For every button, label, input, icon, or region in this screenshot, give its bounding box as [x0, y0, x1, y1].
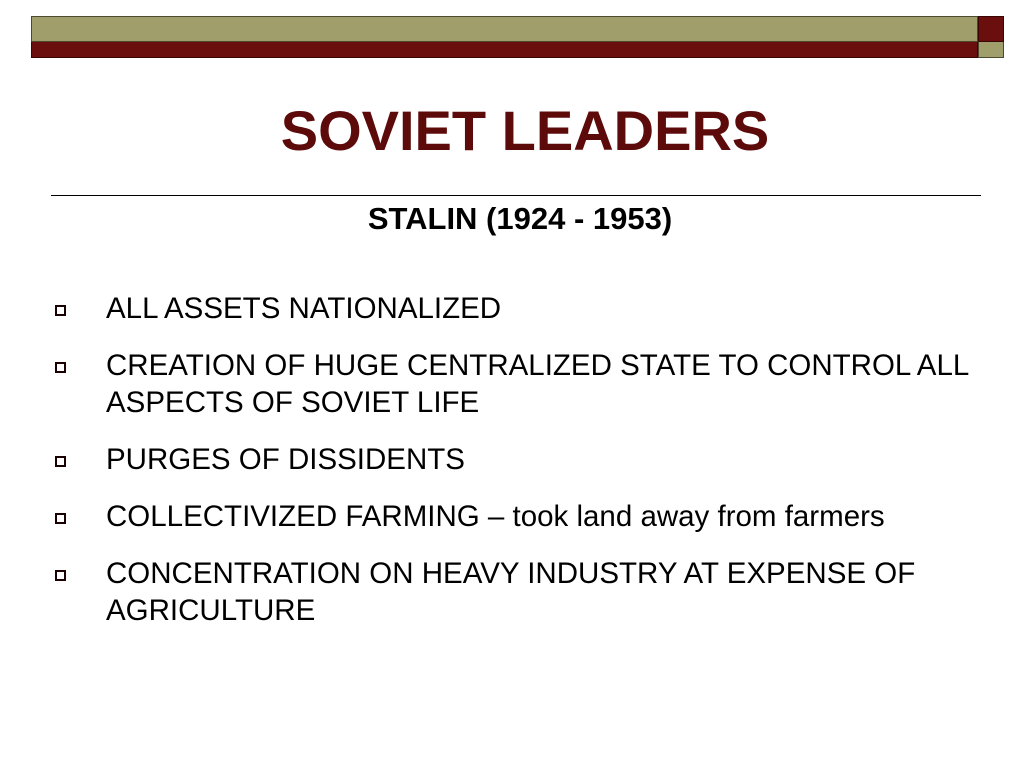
slide-subtitle: STALIN (1924 - 1953) — [367, 201, 673, 236]
bullet-item — [52, 498, 1002, 535]
slide-title: SOVIET LEADERS — [280, 99, 770, 162]
title-divider — [51, 195, 981, 196]
bullet-item — [52, 441, 1002, 478]
hollow-square-icon — [55, 456, 66, 467]
header-square-maroon — [978, 16, 1004, 42]
header-bar-olive — [31, 16, 978, 42]
hollow-square-icon — [55, 305, 66, 316]
bullet-text: CONCENTRATION ON HEAVY INDUSTRY AT EXPENSE OF AGRICULTURE — [106, 557, 916, 627]
bullet-text: COLLECTIVIZED FARMING – took land away from farmers — [106, 500, 885, 533]
bullet-item — [52, 347, 1002, 421]
bullet-item — [52, 290, 1002, 327]
bullet-list — [52, 290, 1002, 649]
hollow-square-icon — [55, 513, 66, 524]
bullet-text: CREATION OF HUGE CENTRALIZED STATE TO CONTROL ALL ASPECTS OF SOVIET LIFE — [106, 349, 969, 419]
bullet-text: PURGES OF DISSIDENTS — [106, 443, 465, 476]
hollow-square-icon — [55, 362, 66, 373]
bullet-item — [52, 555, 1002, 629]
header-square-olive — [978, 42, 1004, 58]
hollow-square-icon — [55, 570, 66, 581]
header-bar-maroon — [31, 42, 978, 58]
bullet-text: ALL ASSETS NATIONALIZED — [106, 292, 502, 325]
